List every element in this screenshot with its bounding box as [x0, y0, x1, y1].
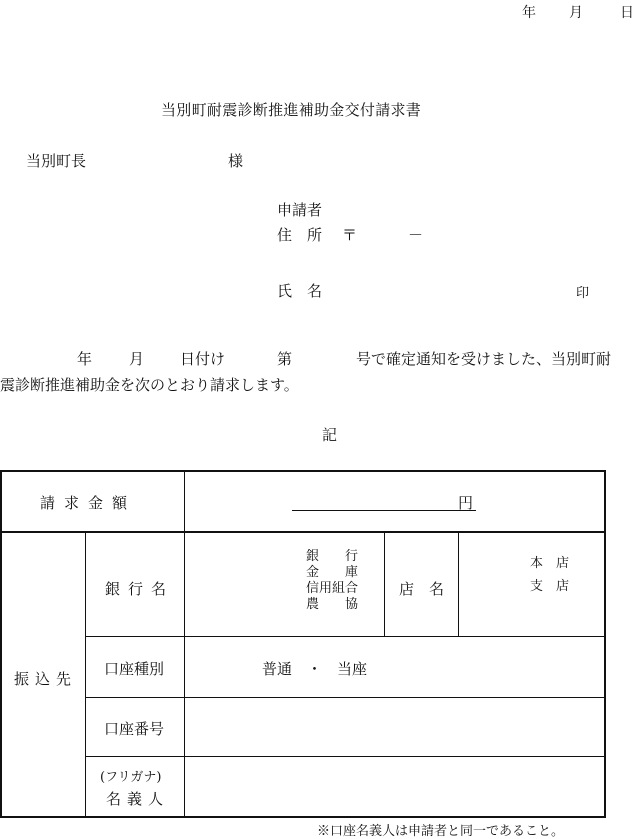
body-line2: 震診断推進補助金を次のとおり請求します。	[0, 376, 299, 394]
date-year: 年	[522, 5, 536, 21]
bank-type-list	[306, 549, 358, 613]
transfer-label: 振込先	[14, 670, 78, 688]
row-divider-account-type	[85, 697, 604, 698]
account-type-options: 普通 ・ 当座	[262, 660, 368, 678]
addressee-honorific: 様	[228, 152, 244, 170]
col-divider-branch-label	[458, 533, 459, 636]
bank-type-shinkin: 金 庫	[306, 565, 359, 580]
row-divider-bank	[85, 636, 604, 637]
address-label: 住 所	[277, 226, 323, 244]
bank-name-label: 銀行名	[105, 580, 175, 598]
body-number-prefix: 第	[277, 350, 293, 368]
postal-mark: 〒	[342, 226, 358, 244]
addressee-name: 当別町長	[26, 152, 87, 170]
seal-mark: 印	[576, 286, 590, 301]
bank-type-credit-union: 信用組合	[306, 581, 359, 596]
postal-dash: －	[408, 226, 424, 244]
row-divider-amount	[2, 531, 604, 533]
col-divider-values	[184, 533, 185, 816]
col-divider-bank-types	[384, 533, 385, 636]
branch-type-sub: 支 店	[530, 579, 570, 594]
footnote: ※口座名義人は申請者と同一であること。	[317, 824, 565, 839]
request-table	[0, 470, 606, 818]
bank-type-bank: 銀 行	[306, 549, 359, 564]
yen-unit: 円	[458, 494, 474, 512]
applicant-label: 申請者	[277, 201, 323, 219]
date-day: 日	[620, 5, 634, 21]
holder-label: 名義人	[106, 790, 170, 808]
col-divider-amount	[184, 472, 185, 531]
account-type-label: 口座種別	[104, 660, 165, 678]
request-amount-label: 請求金額	[40, 494, 137, 512]
amount-underline	[292, 510, 476, 511]
applicant-name-label: 氏 名	[277, 282, 323, 300]
date-month: 月	[569, 5, 583, 21]
branch-label: 店 名	[399, 580, 445, 598]
branch-type-list	[530, 552, 569, 598]
body-month: 月	[129, 350, 145, 368]
body-line1-rest: 号で確定通知を受けました、当別町耐	[356, 350, 612, 368]
body-dated: 日付け	[180, 350, 226, 368]
bank-type-agri-coop: 農 協	[306, 597, 359, 612]
row-divider-account-number	[85, 756, 604, 757]
document-title: 当別町耐震診断推進補助金交付請求書	[161, 101, 422, 119]
col-divider-transfer	[85, 533, 86, 816]
ki-heading: 記	[322, 426, 338, 444]
furigana-label: (フリガナ)	[100, 770, 162, 785]
account-number-label: 口座番号	[104, 720, 165, 738]
branch-type-main: 本 店	[530, 556, 570, 571]
body-year: 年	[77, 350, 93, 368]
